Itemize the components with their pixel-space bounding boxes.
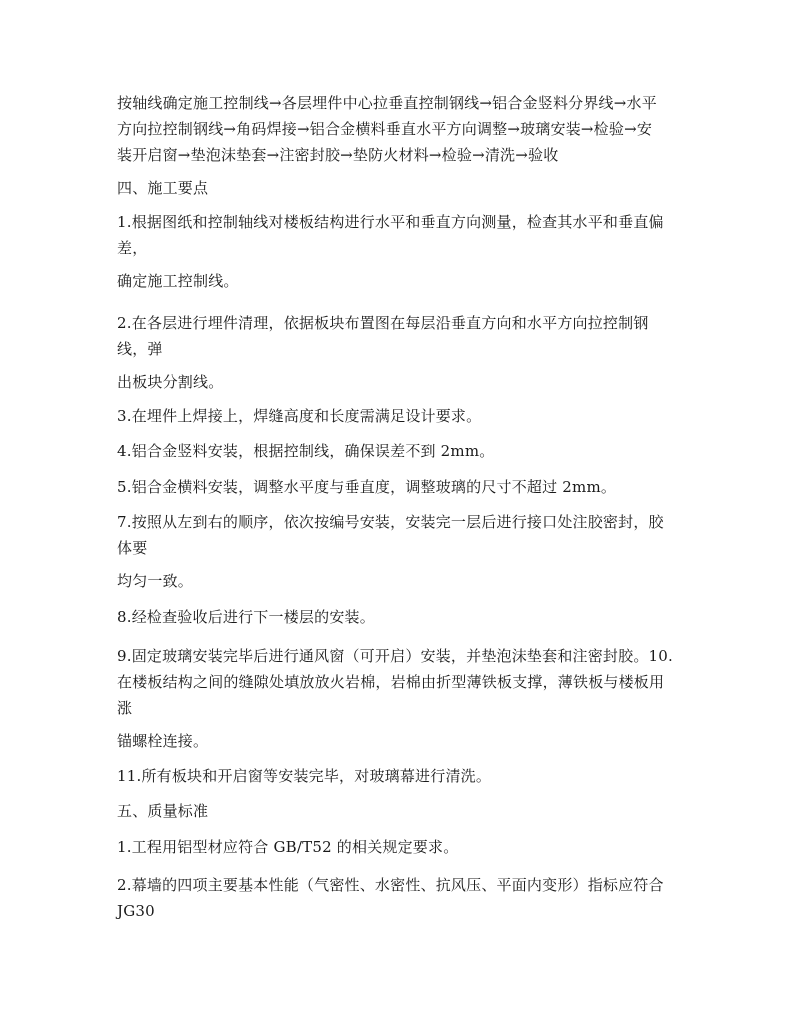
point-2-line-2: 线，弹 [117,340,163,358]
standard-1: 1.工程用铝型材应符合 GB/T52 的相关规定要求。 [117,838,459,856]
section-heading-construction-points: 四、施工要点 [117,179,209,197]
section-heading-quality-standards: 五、质量标准 [117,802,209,820]
point-2-line-3: 出板块分割线。 [117,373,224,391]
point-1-line-3: 确定施工控制线。 [117,272,239,290]
point-11: 11.所有板块和开启窗等安装完毕，对玻璃幕进行清洗。 [117,767,492,785]
point-2-line-1: 2.在各层进行埋件清理，依据板块布置图在每层沿垂直方向和水平方向拉控制钢 [117,314,649,332]
point-9-line-1: 9.固定玻璃安装完毕后进行通风窗（可开启）安装，并垫泡沫垫套和注密封胶。10. [117,647,673,665]
point-1-line-1: 1.根据图纸和控制轴线对楼板结构进行水平和垂直方向测量，检查其水平和垂直偏 [117,213,664,231]
point-3: 3.在埋件上焊接上，焊缝高度和长度需满足设计要求。 [117,407,482,425]
standard-2-line-1: 2.幕墙的四项主要基本性能（气密性、水密性、抗风压、平面内变形）指标应符合 [117,876,664,894]
point-9-line-2: 在楼板结构之间的缝隙处填放放火岩棉，岩棉由折型薄铁板支撑，薄铁板与楼板用 [117,673,665,691]
point-9-line-3: 涨 [117,699,133,717]
point-7-line-2: 体要 [117,539,148,557]
process-flow-line-1: 按轴线确定施工控制线→各层埋件中心拉垂直控制钢线→铝合金竖料分界线→水平 [117,94,657,112]
point-5: 5.铝合金横料安装，调整水平度与垂直度，调整玻璃的尺寸不超过 2mm。 [117,478,617,496]
point-1-line-2: 差， [117,239,148,257]
standard-2-line-2: JG30 [117,902,155,920]
point-7-line-1: 7.按照从左到右的顺序，依次按编号安装，安装完一层后进行接口处注胶密封，胶 [117,513,664,531]
process-flow-line-3: 装开启窗→垫泡沫垫套→注密封胶→垫防火材料→检验→清洗→验收 [117,146,559,164]
point-9-line-4: 锚螺栓连接。 [117,732,209,750]
point-7-line-3: 均匀一致。 [117,572,194,590]
process-flow-line-2: 方向拉控制钢线→角码焊接→铝合金横料垂直水平方向调整→玻璃安装→检验→安 [117,120,653,138]
point-8: 8.经检查验收后进行下一楼层的安装。 [117,608,375,626]
point-4: 4.铝合金竖料安装，根据控制线，确保误差不到 2mm。 [117,442,495,460]
